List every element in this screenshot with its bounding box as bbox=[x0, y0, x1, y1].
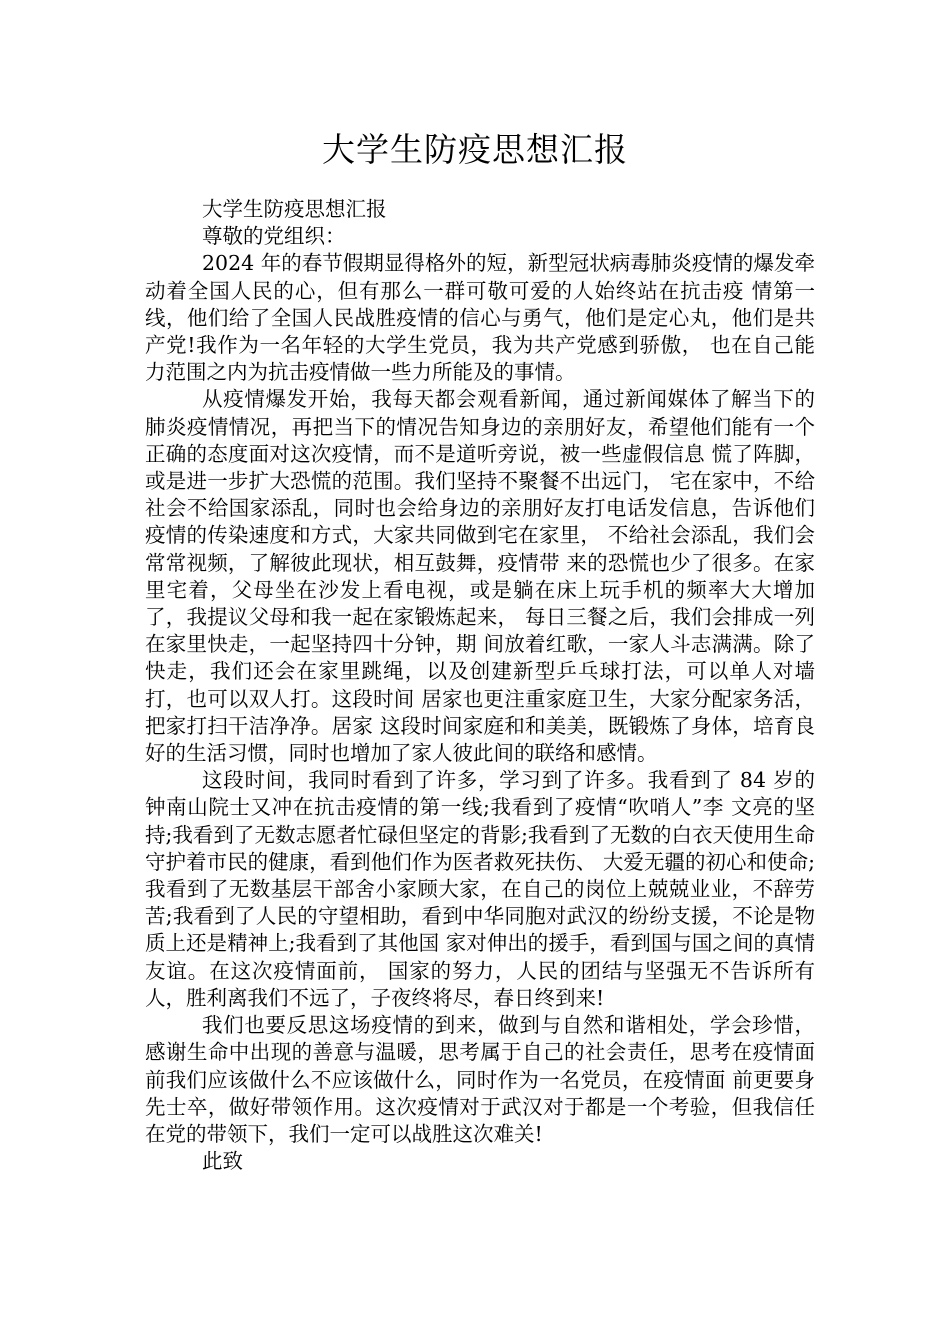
paragraph-intro: 2024 年的春节假期显得格外的短，新型冠状病毒肺炎疫情的爆发牵动着全国人民的心，但有那么一群可敬可爱的人始终站在抗击疫 情第一线，他们给了全国人民战胜疫情的信心与勇气，他们是定心丸，他们是共产党!我作为一名年轻的大学生党员，我为共产党感到骄傲， 也在自己能力范围之内为抗击疫情做一些力所能及的事情。 bbox=[145, 251, 815, 385]
document-title: 大学生防疫思想汇报 bbox=[322, 130, 628, 169]
paragraph-witness: 这段时间，我同时看到了许多，学习到了许多。我看到了 84 岁的钟南山院士又冲在抗击疫情的第一线;我看到了疫情“吹哨人”李 文亮的坚持;我看到了无数志愿者忙碌但坚定的背影;我看到了无数的白衣天使用生命守护着市民的健康，看到他们作为医者救死扶伤、 大爱无疆的初心和使命;我看到了无数基层干部舍小家顾大家，在自己的岗位上兢兢业业，不辞劳苦;我看到了人民的守望相助，看到中华同胞对武汉的纷纷支援，不论是物质上还是精神上;我看到了其他国 家对伸出的援手，看到国与国之间的真情友谊。在这次疫情面前， 国家的努力，人民的团结与坚强无不告诉所有人，胜利离我们不远了，子夜终将尽，春日终到来! bbox=[145, 768, 815, 1010]
closing: 此致 bbox=[202, 1149, 243, 1174]
document-body bbox=[145, 196, 815, 1175]
salutation: 尊敬的党组织： bbox=[202, 224, 346, 249]
document-subtitle: 大学生防疫思想汇报 bbox=[202, 197, 387, 221]
paragraph-reflection: 我们也要反思这场疫情的到来，做到与自然和谐相处，学会珍惜，感谢生命中出现的善意与温暖，思考属于自己的社会责任，思考在疫情面前我们应该做什么不应该做什么，同时作为一名党员，在疫情面 前更要身先士卒，做好带领作用。这次疫情对于武汉对于都是一个考验，但我信任在党的带领下，我们一定可以战胜这次难关! bbox=[145, 1013, 815, 1146]
paragraph-home-life: 从疫情爆发开始，我每天都会观看新闻，通过新闻媒体了解当下的肺炎疫情情况，再把当下的情况告知身边的亲朋好友，希望他们能有一个正确的态度面对这次疫情，而不是道听旁说，被一些虚假信息 慌了阵脚，或是进一步扩大恐慌的范围。我们坚持不聚餐不出远门， 宅在家中，不给社会不给国家添乱，同时也会给身边的亲朋好友打电话发信息，告诉他们疫情的传染速度和方式，大家共同做到宅在家里， 不给社会添乱，我们会常常视频，了解彼此现状，相互鼓舞，疫情带 来的恐慌也少了很多。在家里宅着，父母坐在沙发上看电视，或是躺在床上玩手机的频率大大增加了，我提议父母和我一起在家锻炼起来， 每日三餐之后，我们会排成一列在家里快走，一起坚持四十分钟，期 间放着红歌，一家人斗志满满。除了快走，我们还会在家里跳绳，以及创建新型乒乓球打法，可以单人对墙打，也可以双人打。这段时间 居家也更注重家庭卫生，大家分配家务活，把家打扫干洁净净。居家 这段时间家庭和和美美，既锻炼了身体，培育良好的生活习惯，同时也增加了家人彼此间的联络和感情。 bbox=[145, 387, 815, 766]
